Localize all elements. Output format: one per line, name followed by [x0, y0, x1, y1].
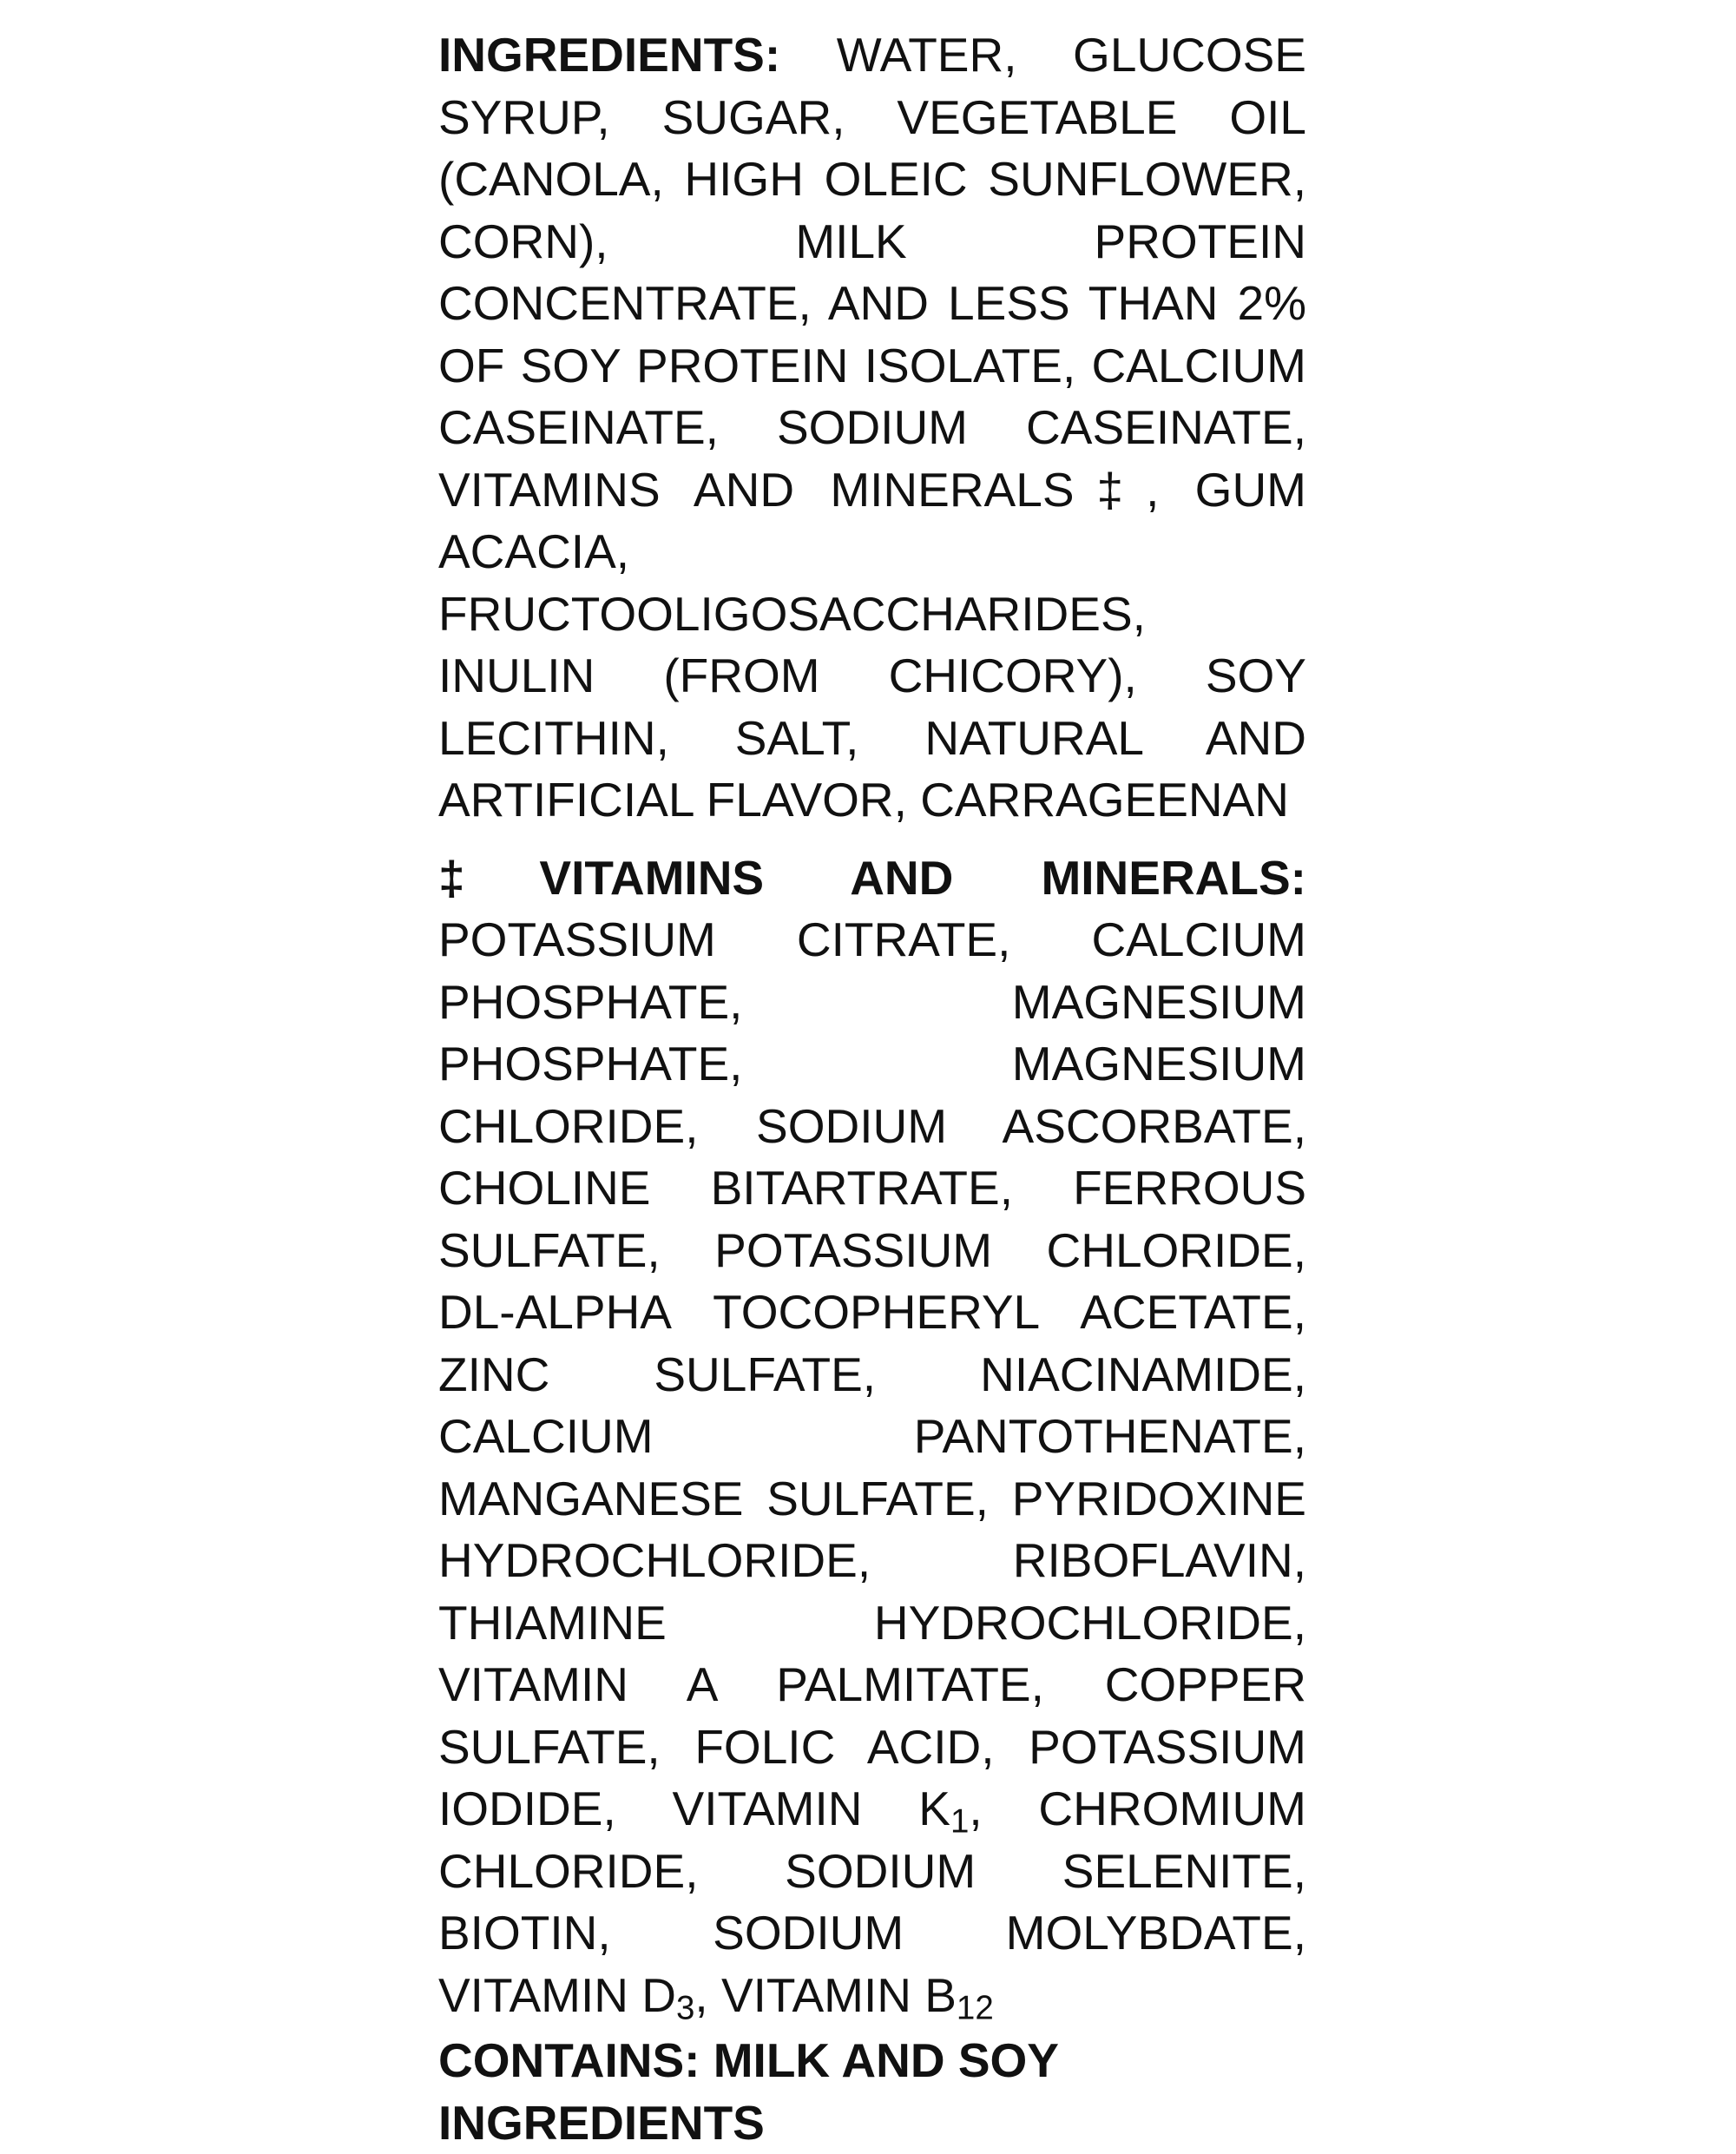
vitamins-minerals-text-2: , CHROMIUM CHLORIDE, SODIUM SELENITE, BIOTIN, SODIUM MOLYBDATE, VITAMIN D: [438, 1782, 1306, 2022]
vitamins-minerals-paragraph: [438, 847, 1306, 2027]
ingredients-paragraph: [438, 24, 1306, 832]
vitamin-d-subscript: 3: [675, 1988, 695, 2026]
vitamin-k-subscript: 1: [950, 1802, 970, 1841]
vitamins-minerals-text-1: POTASSIUM CITRATE, CALCIUM PHOSPHATE, MAGNESIUM PHOSPHATE, MAGNESIUM CHLORIDE, SODIUM ASCORBATE, CHOLINE BITARTRATE, FERROUS SULFATE, POTASSIUM CHLORIDE, DL-ALPHA TOCOPHERYL ACETATE, ZINC SULFATE, NIACINAMIDE, CALCIUM PANTOTHENATE, MANGANESE SULFATE, PYRIDOXINE HYDROCHLORIDE, RIBOFLAVIN, THIAMINE HYDROCHLORIDE, VITAMIN A PALMITATE, COPPER SULFATE, FOLIC ACID, POTASSIUM IODIDE, VITAMIN K: [438, 912, 1306, 1835]
vitamins-minerals-text-3: , VITAMIN B: [694, 1967, 957, 2022]
ingredients-label-panel: [438, 24, 1306, 2154]
vitamins-minerals-heading: ‡VITAMINS AND MINERALS:: [438, 850, 1306, 905]
ingredients-text: WATER, GLUCOSE SYRUP, SUGAR, VEGETABLE OIL (CANOLA, HIGH OLEIC SUNFLOWER, CORN), MILK PROTEIN CONCENTRATE, AND LESS THAN 2% OF SOY PROTEIN ISOLATE, CALCIUM CASEINATE, SODIUM CASEINATE, VITAMINS AND MINERALS‡, GUM ACACIA, FRUCTOOLIGOSACCHARIDES, INULIN (FROM CHICORY), SOY LECITHIN, SALT, NATURAL AND ARTIFICIAL FLAVOR, CARRAGEENAN: [438, 28, 1306, 827]
contains-statement: CONTAINS: MILK AND SOY INGREDIENTS: [438, 2033, 1058, 2150]
vitamin-b-subscript: 12: [956, 1988, 994, 2026]
ingredients-heading: INGREDIENTS:: [438, 28, 781, 82]
